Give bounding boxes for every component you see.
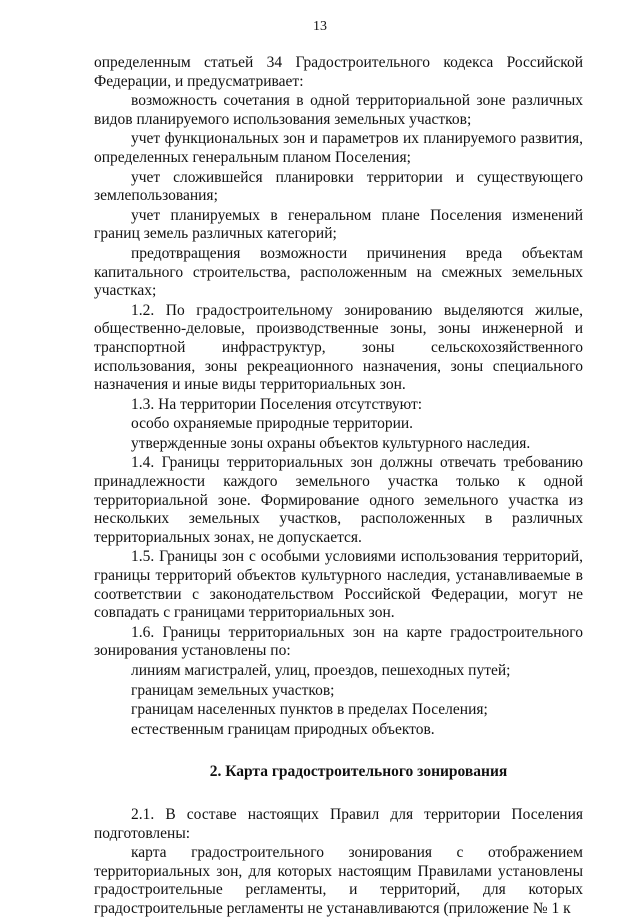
paragraph: границам земельных участков; xyxy=(131,681,335,699)
paragraph: особо охраняемые природные территории. xyxy=(131,415,414,433)
paragraph: 2.1. В составе настоящих Правил для территории Поселения подготовлены: xyxy=(94,805,583,842)
paragraph: 1.3. На территории Поселения отсутствуют: xyxy=(131,395,423,413)
paragraph: 1.6. Границы территориальных зон на карте градостроительного зонирования установлены по: xyxy=(94,623,583,660)
paragraph: учет планируемых в генеральном плане Поселения изменений границ земель различных категорий; xyxy=(94,206,583,243)
paragraph: 1.5. Границы зон с особыми условиями использования территорий, границы территорий объектов культурного наследия, устанавливаемые в соответствии с законодательством Российской Федерации, могут не совпадать с границами территориальных зон. xyxy=(94,548,583,622)
paragraph: утвержденные зоны охраны объектов культурного наследия. xyxy=(131,434,531,452)
paragraph: определенным статьей 34 Градостроительного кодекса Российской Федерации, и предусматривает: xyxy=(94,54,583,90)
paragraph: карта градостроительного зонирования с отображением территориальных зон, для которых настоящим Правилами установлены градостроительные регламенты, и территорий, для которых градостроительные регламенты не устанавливаются (приложение № 1 к xyxy=(94,844,583,917)
page-number: 13 xyxy=(313,19,327,34)
section-2-text xyxy=(94,806,583,919)
paragraph: 1.4. Границы территориальных зон должны отвечать требованию принадлежности каждого земельного участка только к одной территориальной зоне. Формирование одного земельного участка из нескольких земельных участков, расположенных в различных территориальных зонах, не допускается. xyxy=(94,454,583,546)
paragraph: возможность сочетания в одной территориальной зоне различных видов планируемого использования земельных участков; xyxy=(94,92,583,128)
document-body xyxy=(94,54,583,919)
paragraph: границам населенных пунктов в пределах Поселения; xyxy=(131,701,488,719)
section-2-heading: 2. Карта градостроительного зонирования xyxy=(209,763,508,781)
paragraph: учет функциональных зон и параметров их планируемого развития, определенных генеральным планом Поселения; xyxy=(94,130,583,166)
paragraph: линиям магистралей, улиц, проездов, пешеходных путей; xyxy=(131,662,511,679)
paragraph: учет сложившейся планировки территории и существующего землепользования; xyxy=(94,168,583,205)
paragraph: предотвращения возможности причинения вреда объектам капитального строительства, расположенным на смежных земельных участках; xyxy=(94,244,583,300)
paragraph: 1.2. По градостроительному зонированию выделяются жилые, общественно-деловые, производственные зоны, зоны инженерной и транспортной инфраструктур, зоны сельскохозяйственного использования, зоны рекреационного назначения, зоны специального назначения и иные виды территориальных зон. xyxy=(94,301,583,394)
section-1-text xyxy=(94,54,583,739)
paragraph: естественным границам природных объектов. xyxy=(131,720,435,738)
